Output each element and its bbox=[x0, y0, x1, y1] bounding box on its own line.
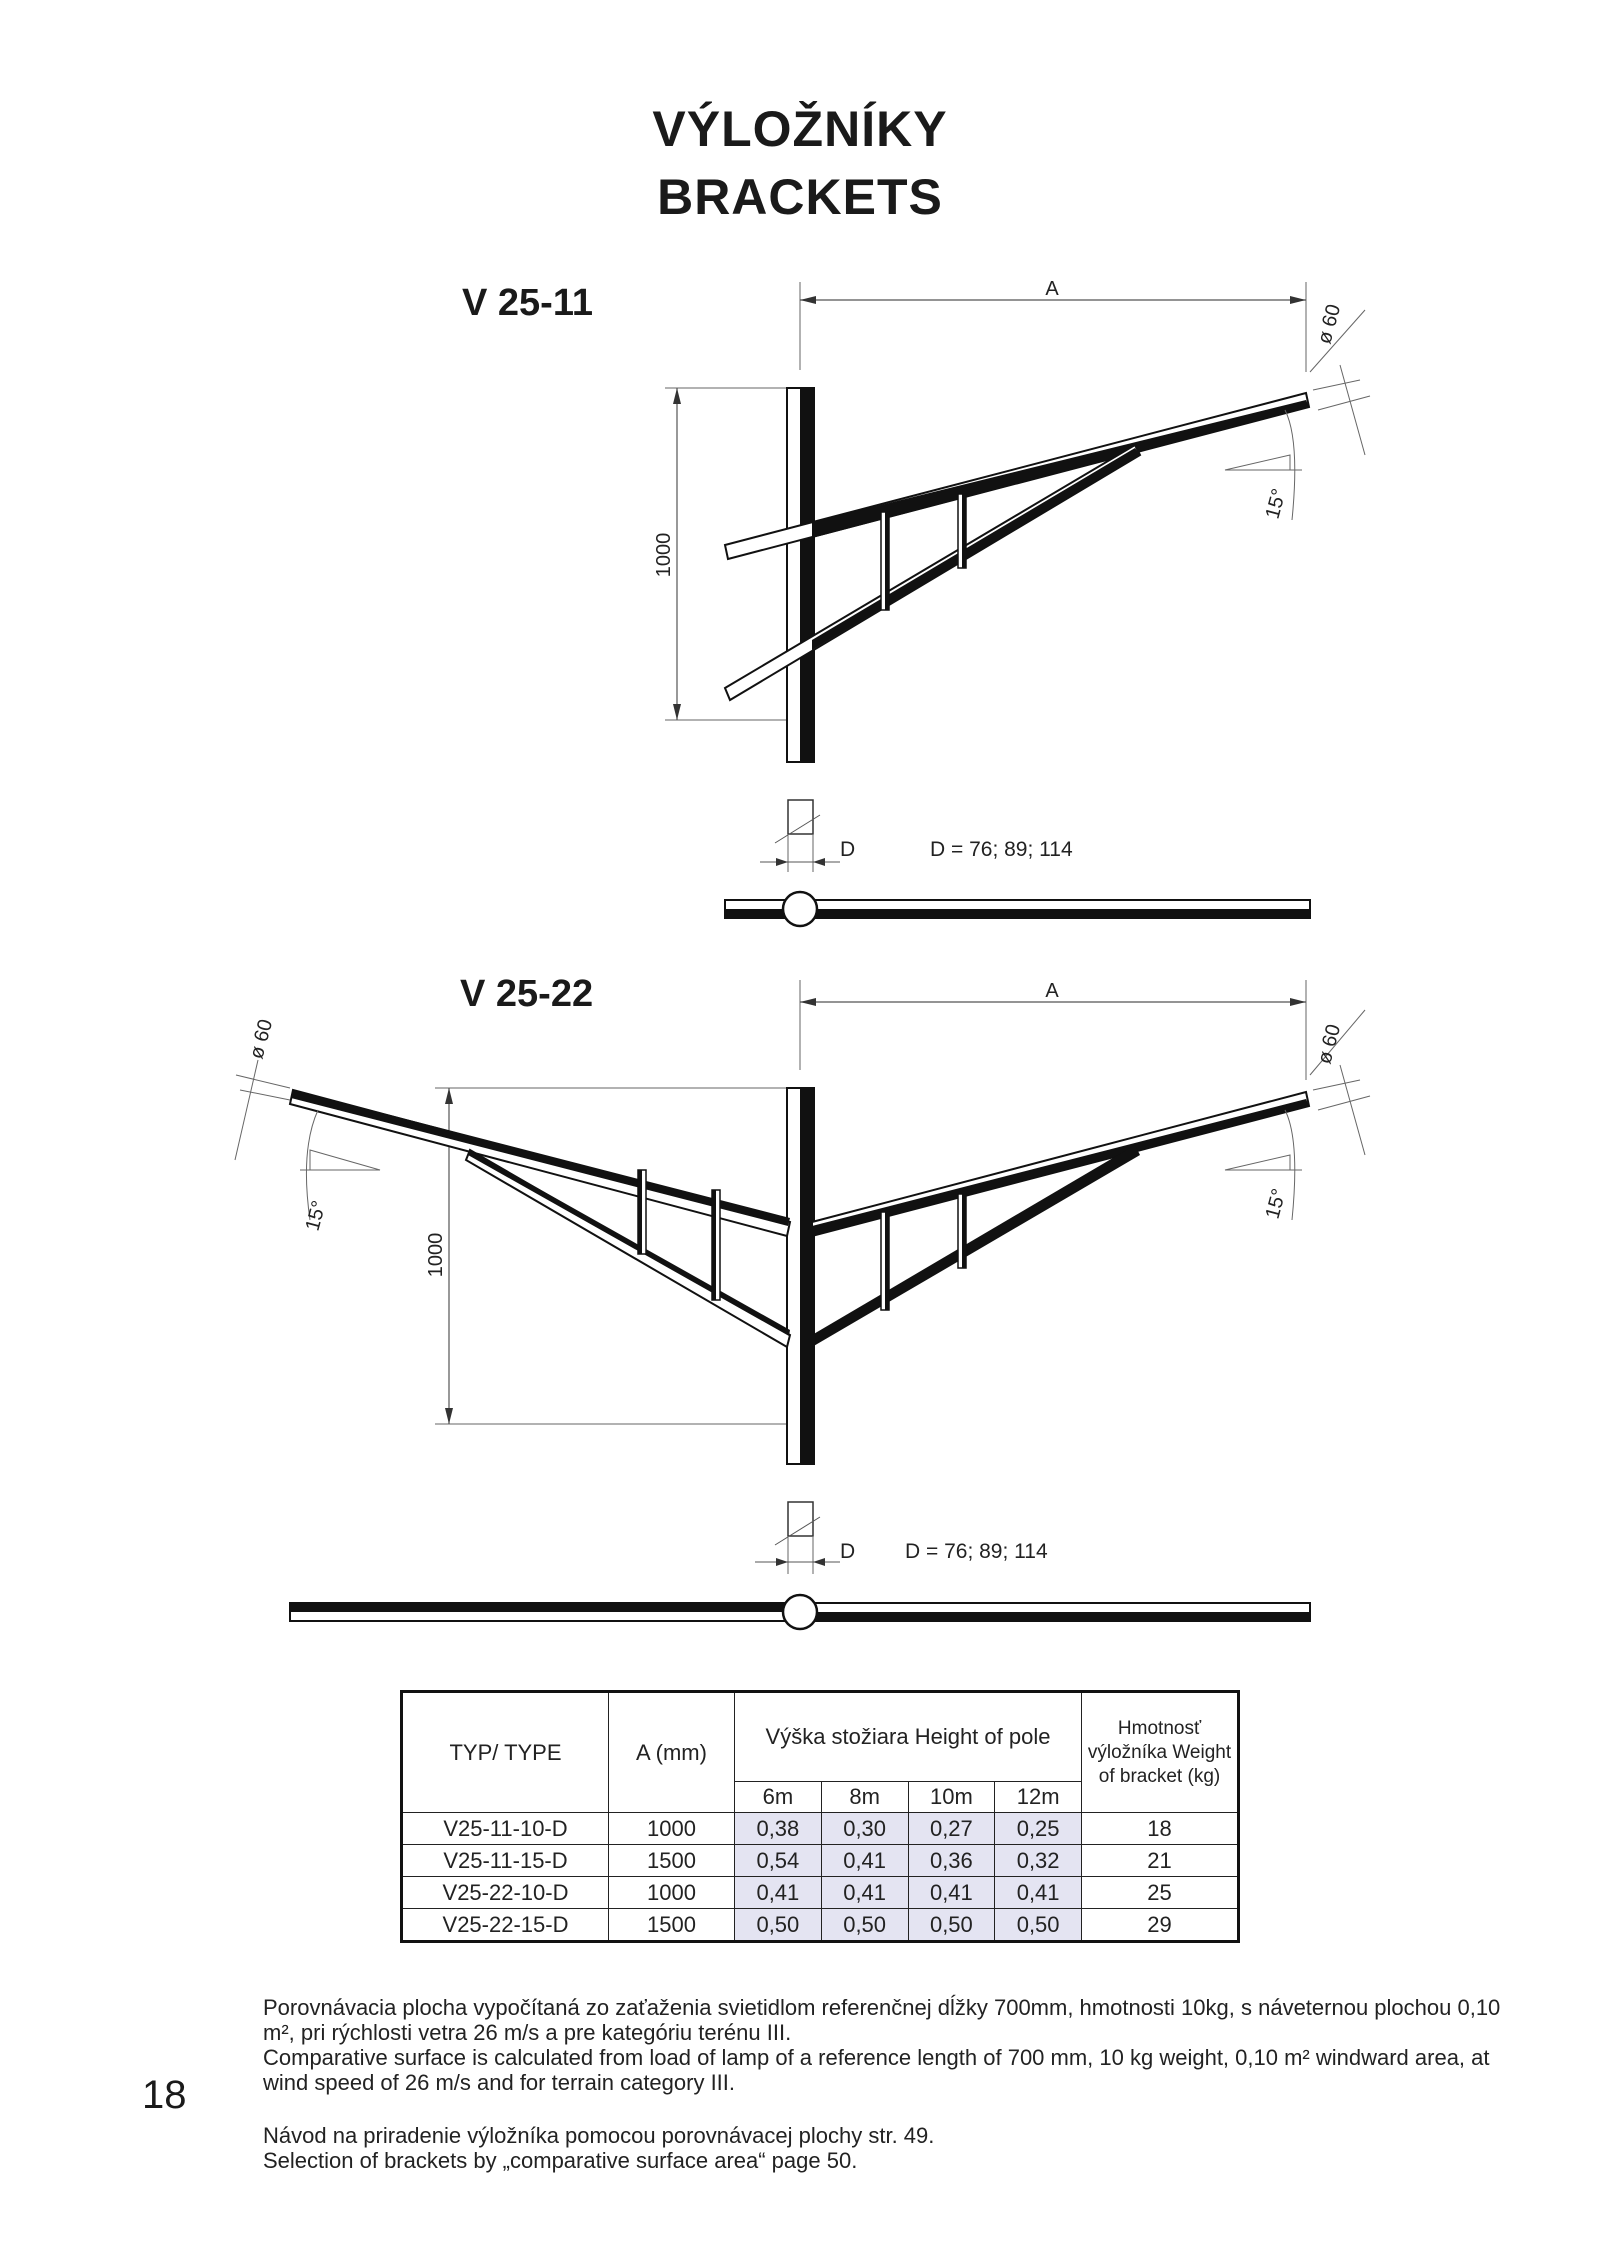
row-value: 0,50 bbox=[735, 1909, 822, 1942]
row-value: 0,38 bbox=[735, 1813, 822, 1845]
row-a: 1500 bbox=[609, 1909, 735, 1942]
col-a-header: A (mm) bbox=[609, 1692, 735, 1813]
row-type: V25-11-15-D bbox=[402, 1845, 609, 1877]
row-value: 0,41 bbox=[908, 1877, 995, 1909]
row-weight: 25 bbox=[1082, 1877, 1239, 1909]
title-line-1: VÝLOŽNÍKY bbox=[652, 101, 948, 157]
height-10m: 10m bbox=[908, 1782, 995, 1813]
bracket2-dim-dia-right: ø 60 bbox=[1313, 1021, 1346, 1067]
bracket1-label: V 25-11 bbox=[462, 282, 593, 324]
bracket1-dim-angle: 15° bbox=[1261, 486, 1291, 522]
row-a: 1000 bbox=[609, 1813, 735, 1845]
row-a: 1000 bbox=[609, 1877, 735, 1909]
note-sk-1: Porovnávacia plocha vypočítaná zo zaťaženia svietidlom referenčnej dĺžky 700mm, hmotnosti 10kg, s náveternou plochou 0,10 m², pri rýchlosti vetra 26 m/s a pre kategóriu terénu III. bbox=[263, 1995, 1501, 2045]
row-weight: 21 bbox=[1082, 1845, 1239, 1877]
bracket2-dim-height: 1000 bbox=[425, 1232, 447, 1278]
row-value: 0,36 bbox=[908, 1845, 995, 1877]
height-6m: 6m bbox=[735, 1782, 822, 1813]
bracket1-drawing bbox=[653, 278, 1370, 926]
height-12m: 12m bbox=[995, 1782, 1082, 1813]
row-value: 0,41 bbox=[735, 1877, 822, 1909]
row-value: 0,50 bbox=[821, 1909, 908, 1942]
height-8m: 8m bbox=[821, 1782, 908, 1813]
row-value: 0,25 bbox=[995, 1813, 1082, 1845]
table-row bbox=[402, 1909, 1239, 1942]
title-line-2: BRACKETS bbox=[657, 169, 943, 225]
bracket2-label: V 25-22 bbox=[460, 973, 594, 1015]
row-a: 1500 bbox=[609, 1845, 735, 1877]
col-height-header: Výška stožiara Height of pole bbox=[735, 1692, 1082, 1782]
note-comparative-surface bbox=[263, 1995, 1503, 2095]
row-value: 0,32 bbox=[995, 1845, 1082, 1877]
bracket1-dim-d: D bbox=[840, 838, 856, 861]
bracket2-dim-angle-left: 15° bbox=[301, 1198, 331, 1234]
bracket2-dim-angle-right: 15° bbox=[1261, 1186, 1291, 1222]
row-weight: 18 bbox=[1082, 1813, 1239, 1845]
row-value: 0,54 bbox=[735, 1845, 822, 1877]
bracket1-dim-height: 1000 bbox=[653, 532, 675, 578]
page-number: 18 bbox=[142, 2073, 187, 2117]
bracket2-drawing bbox=[235, 980, 1370, 1629]
row-value: 0,41 bbox=[821, 1877, 908, 1909]
row-value: 0,27 bbox=[908, 1813, 995, 1845]
row-type: V25-22-10-D bbox=[402, 1877, 609, 1909]
row-weight: 29 bbox=[1082, 1909, 1239, 1942]
note-sk-2: Návod na priradenie výložníka pomocou porovnávacej plochy str. 49. bbox=[263, 2123, 935, 2148]
row-type: V25-11-10-D bbox=[402, 1813, 609, 1845]
row-value: 0,30 bbox=[821, 1813, 908, 1845]
bracket1-dim-a: A bbox=[1045, 278, 1059, 300]
note-en-1: Comparative surface is calculated from load of lamp of a reference length of 700 mm, 10 kg weight, 0,10 m² windward area, at wind speed of 26 m/s and for terrain category III. bbox=[263, 2045, 1490, 2095]
col-weight-header: Hmotnosť výložníka Weight of bracket (kg) bbox=[1082, 1692, 1239, 1813]
row-value: 0,41 bbox=[995, 1877, 1082, 1909]
row-value: 0,50 bbox=[908, 1909, 995, 1942]
table-row bbox=[402, 1877, 1239, 1909]
bracket2-d-values: D = 76; 89; 114 bbox=[905, 1540, 1048, 1563]
col-type-header: TYP/ TYPE bbox=[402, 1692, 609, 1813]
row-value: 0,41 bbox=[821, 1845, 908, 1877]
row-type: V25-22-15-D bbox=[402, 1909, 609, 1942]
bracket2-dim-d: D bbox=[840, 1540, 856, 1563]
table-row bbox=[402, 1845, 1239, 1877]
bracket1-d-values: D = 76; 89; 114 bbox=[930, 838, 1073, 861]
bracket2-dim-dia-left: ø 60 bbox=[245, 1016, 278, 1062]
note-en-2: Selection of brackets by „comparative surface area“ page 50. bbox=[263, 2148, 858, 2173]
spec-table bbox=[400, 1690, 1240, 1943]
table-row bbox=[402, 1813, 1239, 1845]
bracket2-dim-a: A bbox=[1045, 980, 1059, 1002]
row-value: 0,50 bbox=[995, 1909, 1082, 1942]
bracket1-dim-dia: ø 60 bbox=[1313, 301, 1346, 347]
note-selection bbox=[263, 2123, 1503, 2173]
